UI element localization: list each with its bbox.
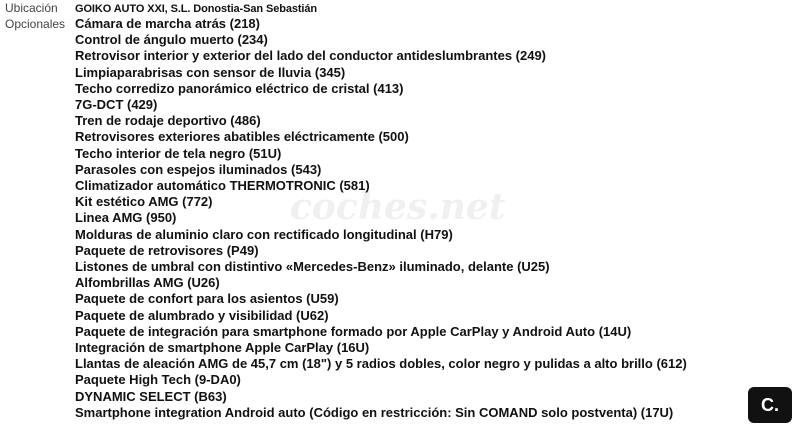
option-item: Techo interior de tela negro (51U) [75,145,282,161]
option-item: Limpiaparabrisas con sensor de lluvia (345) [75,64,346,80]
option-item: Control de ángulo muerto (234) [75,32,268,48]
location-label: Ubicación [5,1,58,15]
option-item: Techo corredizo panorámico eléctrico de cristal (413) [75,80,404,96]
options-list [75,16,687,421]
option-item: Paquete High Tech (9-DA0) [75,372,241,388]
option-item: Cámara de marcha atrás (218) [75,16,260,31]
location-value: GOIKO AUTO XXI, S.L. Donostia-San Sebastián [75,3,318,15]
option-item: Climatizador automático THERMOTRONIC (581) [75,178,370,194]
options-row [5,16,800,421]
location-row [5,0,800,17]
option-item: Kit estético AMG (772) [75,194,213,210]
option-item: Retrovisores exteriores abatibles eléctricamente (500) [75,129,409,145]
option-item: Tren de rodaje deportivo (486) [75,113,261,129]
option-item: DYNAMIC SELECT (B63) [75,388,227,404]
option-item: Paquete de integración para smartphone formado por Apple CarPlay y Android Auto (14U) [75,323,632,339]
option-item: Parasoles con espejos iluminados (543) [75,161,322,177]
option-item: 7G-DCT (429) [75,97,158,113]
option-item: Paquete de alumbrado y visibilidad (U62) [75,307,329,323]
option-item: Retrovisor interior y exterior del lado del conductor antideslumbrantes (249) [75,48,547,64]
options-label: Opcionales [5,17,66,31]
option-item: Alfombrillas AMG (U26) [75,275,220,291]
option-item: Paquete de confort para los asientos (U59) [75,291,339,307]
option-item: Smartphone integration Android auto (Código en restricción: Sin COMAND solo postventa) (17U) [75,404,674,420]
watermark-logo: coches.net [290,186,506,228]
brand-badge [748,387,792,423]
brand-badge-text: C. [761,394,779,415]
option-item: Listones de umbral con distintivo «Mercedes-Benz» iluminado, delante (U25) [75,259,550,275]
option-item: Molduras de aluminio claro con rectificado longitudinal (H79) [75,226,453,242]
option-item: Llantas de aleación AMG de 45,7 cm (18") y 5 radios dobles, color negro y pulidas a alto brillo (612) [75,356,687,372]
option-item: Integración de smartphone Apple CarPlay (16U) [75,340,370,356]
option-item: Linea AMG (950) [75,210,177,226]
option-item: Paquete de retrovisores (P49) [75,242,259,258]
